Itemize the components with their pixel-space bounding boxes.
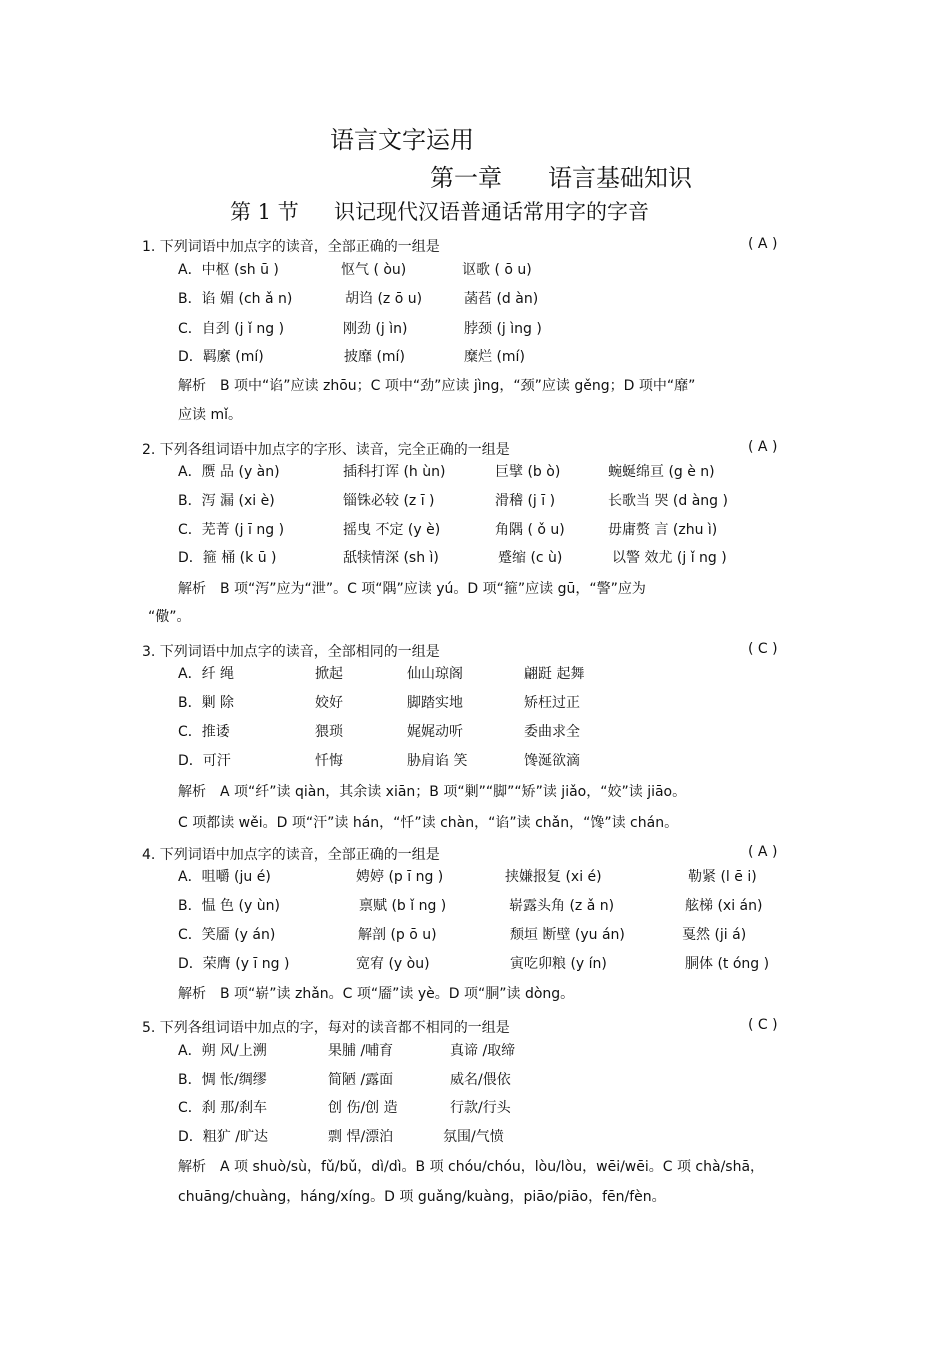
option-item: D．可汗 bbox=[178, 753, 231, 769]
option-item: 威名/偎依 bbox=[450, 1072, 511, 1088]
analysis-line: 解析 A 项“纤”读 qiàn，其余读 xiān；B 项“剿”“脚”“矫”读 jiǎo，“姣”读 jiāo。 bbox=[178, 784, 687, 800]
option-item: C．笑靥 (y án) bbox=[178, 927, 276, 943]
option-item: 糜烂 (mí) bbox=[464, 349, 525, 365]
option-item: 掀起 bbox=[315, 666, 343, 682]
question-stem: 4. 下列词语中加点字的读音，全部正确的一组是 bbox=[142, 847, 440, 863]
analysis-line: 解析 A 项 shuò/sù，fǔ/bǔ，dì/dì。B 项 chóu/chóu，lòu/lòu，wēi/wēi。C 项 chà/shā， bbox=[178, 1159, 765, 1175]
question-stem: 5. 下列各组词语中加点的字，每对的读音都不相同的一组是 bbox=[142, 1020, 510, 1036]
question-stem: 3. 下列词语中加点字的读音，全部相同的一组是 bbox=[142, 644, 440, 660]
option-item: C．推诿 bbox=[178, 724, 230, 740]
analysis-line: 解析 B 项“崭”读 zhǎn。C 项“靥”读 yè。D 项“胴”读 dòng。 bbox=[178, 986, 575, 1002]
option-item: 简陋 /露面 bbox=[328, 1072, 394, 1088]
option-item: 戛然 (ji á) bbox=[682, 927, 747, 943]
option-item: 胴体 (t óng ) bbox=[685, 956, 770, 972]
option-item: 创 伤/创 造 bbox=[328, 1100, 398, 1116]
option-item: 解剖 (p ō u) bbox=[358, 927, 437, 943]
option-item: 脚踏实地 bbox=[407, 695, 463, 711]
option-item: 蜿蜒绵亘 (g è n) bbox=[608, 464, 715, 480]
option-item: B．惆 怅/绸缪 bbox=[178, 1072, 267, 1088]
option-item: 以警 效尤 (j ǐ ng ) bbox=[612, 550, 727, 566]
option-item: D．羁縻 (mí) bbox=[178, 349, 264, 365]
chapter-title: 语言基础知识 bbox=[548, 164, 692, 192]
analysis-line: C 项都读 wěi。D 项“汗”读 hán，“忏”读 chàn，“谄”读 chǎn，“馋”读 chán。 bbox=[178, 815, 679, 831]
analysis-line: chuāng/chuàng，háng/xíng。D 项 guǎng/kuàng，piāo/piāo，fēn/fèn。 bbox=[178, 1189, 666, 1205]
option-item: 宽宥 (y òu) bbox=[356, 956, 430, 972]
option-item: 毋庸赘 言 (zhu ì) bbox=[608, 522, 718, 538]
option-item: 颓垣 断壁 (yu án) bbox=[510, 927, 625, 943]
option-item: 刚劲 (j ìn) bbox=[343, 321, 408, 337]
option-item: 仙山琼阁 bbox=[407, 666, 463, 682]
option-item: 果脯 /哺育 bbox=[328, 1043, 394, 1059]
option-item: B．泻 漏 (xi è) bbox=[178, 493, 275, 509]
option-item: D．箍 桶 (k ū ) bbox=[178, 550, 277, 566]
option-item: 蹙缩 (c ù) bbox=[498, 550, 563, 566]
option-item: B．愠 色 (y ùn) bbox=[178, 898, 280, 914]
option-item: 剽 悍/漂泊 bbox=[328, 1129, 394, 1145]
option-item: 讴歌 ( ō u) bbox=[462, 262, 532, 278]
question-stem: 2. 下列各组词语中加点字的字形、读音，完全正确的一组是 bbox=[142, 442, 510, 458]
answer-key: ( A ) bbox=[748, 439, 778, 455]
question-stem: 1. 下列词语中加点字的读音，全部正确的一组是 bbox=[142, 239, 440, 255]
option-item: A．朔 风/上溯 bbox=[178, 1043, 267, 1059]
option-item: 锱铢必较 (z ī ) bbox=[343, 493, 435, 509]
answer-key: ( A ) bbox=[748, 844, 778, 860]
option-item: 娓娓动听 bbox=[407, 724, 463, 740]
analysis-line: 解析 B 项“泻”应为“泄”。C 项“隅”应读 yú。D 项“箍”应读 gū，“警”应为 bbox=[178, 581, 646, 597]
option-item: 娉婷 (p ī ng ) bbox=[356, 869, 444, 885]
answer-key: ( C ) bbox=[748, 1017, 778, 1033]
option-item: 舷梯 (xi án) bbox=[685, 898, 763, 914]
analysis-line: 解析 B 项中“谄”应读 zhōu；C 项中“劲”应读 jìng，“颈”应读 gěng；D 项中“靡” bbox=[178, 378, 696, 394]
option-item: 插科打诨 (h ùn) bbox=[343, 464, 446, 480]
option-item: A．纤 绳 bbox=[178, 666, 235, 682]
option-item: 矫枉过正 bbox=[524, 695, 580, 711]
option-item: 姣好 bbox=[315, 695, 343, 711]
option-item: 忏悔 bbox=[315, 753, 343, 769]
option-item: A．咀嚼 (ju é) bbox=[178, 869, 271, 885]
option-item: 猥琐 bbox=[315, 724, 343, 740]
option-item: 披靡 (mí) bbox=[344, 349, 405, 365]
option-item: B．剿 除 bbox=[178, 695, 235, 711]
option-item: 巨擘 (b ò) bbox=[495, 464, 561, 480]
analysis-line: 应读 mǐ。 bbox=[178, 407, 242, 423]
option-item: C．自刭 (j ǐ ng ) bbox=[178, 321, 285, 337]
option-item: 勒紧 (l ē i) bbox=[688, 869, 757, 885]
option-item: 馋涎欲滴 bbox=[524, 753, 580, 769]
option-item: A．赝 品 (y àn) bbox=[178, 464, 280, 480]
doc-title: 语言文字运用 bbox=[330, 126, 474, 154]
analysis-line: “儆”。 bbox=[148, 609, 191, 625]
option-item: 摇曳 不定 (y è) bbox=[343, 522, 441, 538]
option-item: 长歌当 哭 (d àng ) bbox=[608, 493, 728, 509]
option-item: 行款/行头 bbox=[450, 1100, 511, 1116]
option-item: 委曲求全 bbox=[524, 724, 580, 740]
option-item: D．粗犷 /旷达 bbox=[178, 1129, 268, 1145]
option-item: 怄气 ( òu) bbox=[341, 262, 407, 278]
answer-key: ( A ) bbox=[748, 236, 778, 252]
option-item: 真谛 /取缔 bbox=[450, 1043, 516, 1059]
option-item: 胁肩谄 笑 bbox=[407, 753, 468, 769]
option-item: C．芜菁 (j ī ng ) bbox=[178, 522, 285, 538]
option-item: 滑稽 (j ī ) bbox=[495, 493, 556, 509]
option-item: 寅吃卯粮 (y ín) bbox=[510, 956, 607, 972]
option-item: 角隅 ( ǒ u) bbox=[495, 522, 565, 538]
option-item: 氛围/气愤 bbox=[443, 1129, 504, 1145]
option-item: 胡诌 (z ō u) bbox=[345, 291, 423, 307]
option-item: 翩跹 起舞 bbox=[524, 666, 585, 682]
option-item: C．刹 那/刹车 bbox=[178, 1100, 267, 1116]
option-item: 禀赋 (b ǐ ng ) bbox=[359, 898, 447, 914]
answer-key: ( C ) bbox=[748, 641, 778, 657]
option-item: 崭露头角 (z ǎ n) bbox=[509, 898, 615, 914]
option-item: 脖颈 (j ìng ) bbox=[464, 321, 542, 337]
option-item: B．谄 媚 (ch ǎ n) bbox=[178, 291, 293, 307]
chapter-label: 第一章 bbox=[430, 164, 502, 192]
option-item: A．中枢 (sh ū ) bbox=[178, 262, 279, 278]
option-item: 舐犊情深 (sh ì) bbox=[343, 550, 439, 566]
option-item: 菡萏 (d àn) bbox=[464, 291, 539, 307]
section-title: 识记现代汉语普通话常用字的字音 bbox=[334, 200, 649, 224]
section-prefix: 第 1 节 bbox=[230, 200, 299, 224]
option-item: D．荣膺 (y ī ng ) bbox=[178, 956, 290, 972]
option-item: 挟嫌报复 (xi é) bbox=[505, 869, 602, 885]
